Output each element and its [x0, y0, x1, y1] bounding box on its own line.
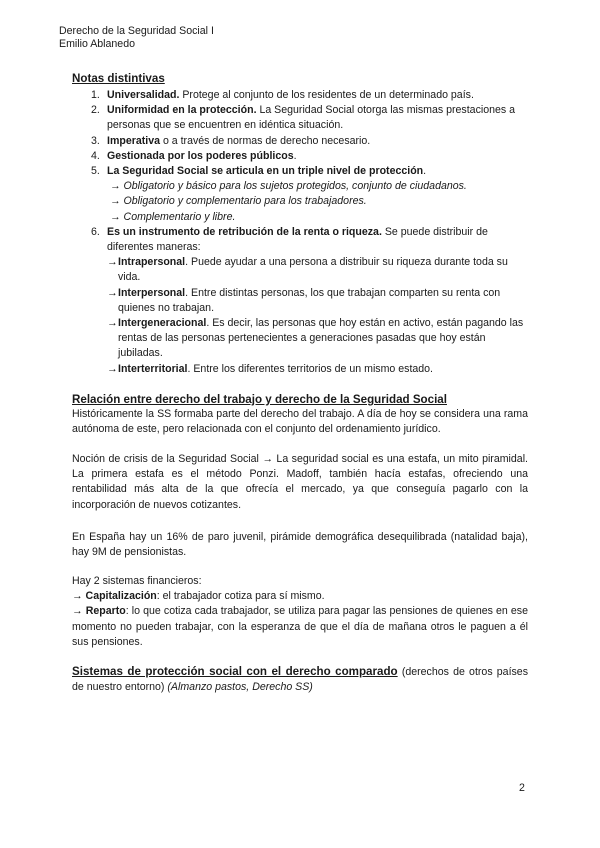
list-item: 5. La Seguridad Social se articula en un triple nivel de protección.: [91, 165, 427, 178]
list-item: 6. Es un instrumento de retribución de la renta o riqueza. Se puede distribuir de diferentes maneras:: [91, 225, 488, 254]
level-item: → Complementario y libre.: [110, 210, 236, 223]
distribution-item: → Intergeneracional. Es decir, las personas que hoy están en activo, están pagando las rentas de las personas pertenecientes a generaciones pasadas que hoy están jubiladas.: [107, 317, 524, 360]
distribution-item: → Interterritorial. Entre los diferentes territorios de un mismo estado.: [107, 362, 434, 375]
distribution-item: → Interpersonal. Entre distintas personas, los que trabajan comparten su renta con quienes no trabajan.: [107, 286, 501, 314]
paragraph: En España hay un 16% de paro juvenil, pirámide demográfica desequilibrada (natalidad baja), hay 9M de pensionistas.: [72, 531, 528, 559]
distribution-item: → Intrapersonal. Puede ayudar a una persona a distribuir su riqueza durante toda su vida.: [107, 256, 508, 284]
system-item: → Capitalización: el trabajador cotiza para sí mismo.: [72, 590, 325, 603]
section3-block: Sistemas de protección social con el derecho comparado (derechos de otros países de nuestro entorno) (Almanzo pastos, Derecho SS): [72, 665, 529, 694]
section-title-relacion: Relación entre derecho del trabajo y derecho de la Seguridad Social: [72, 393, 447, 406]
list-item: 3. Imperativa o a través de normas de derecho necesario.: [91, 134, 371, 147]
section-title-sistemas: Sistemas de protección social con el derecho comparado: [72, 665, 398, 678]
list-item: 1. Universalidad. Protege al conjunto de los residentes de un determinado país.: [91, 89, 474, 101]
system-item: → Reparto: lo que cotiza cada trabajador, se utiliza para pagar las pensiones de quienes en ese momento no pueden trabajar, con la esperanza de que el día de mañana otros le paguen a él sus pensiones.: [72, 605, 528, 648]
page-header: [59, 25, 214, 51]
reference: (Almanzo pastos, Derecho SS): [167, 681, 313, 694]
header-author: Emilio Ablanedo: [59, 38, 135, 50]
level-item: → Obligatorio y complementario para los trabajadores.: [110, 195, 367, 208]
systems-intro: Hay 2 sistemas financieros:: [72, 575, 202, 587]
financial-systems: [72, 574, 528, 650]
paragraph: Noción de crisis de la Seguridad Social → La seguridad social es una estafa, un mito piramidal. La primera estafa es el método Ponzi. Madoff, también hacía estafas, ofreciendo una rentabilidad más alta de la que ofrecía el mercado, ya que conseguía pagarlo con la incorporación de nuevos cotizantes.: [72, 453, 528, 511]
paragraph: Históricamente la SS formaba parte del derecho del trabajo. A día de hoy se considera una rama autónoma de este, pero relacionada con el conjunto del ordenamiento jurídico.: [72, 408, 528, 436]
level-item: → Obligatorio y básico para los sujetos protegidos, conjunto de ciudadanos.: [110, 180, 467, 193]
list-item: 4. Gestionada por los poderes públicos.: [91, 149, 297, 162]
distribution-list: [72, 255, 528, 377]
protection-levels: [72, 179, 528, 225]
page-number: 2: [519, 782, 525, 794]
header-course: Derecho de la Seguridad Social I: [59, 25, 214, 37]
section-title-notas: Notas distintivas: [72, 72, 165, 85]
list-item: 2. Uniformidad en la protección. La Seguridad Social otorga las mismas prestaciones a personas que se encuentren en idéntica situación.: [91, 104, 516, 132]
notas-list: [72, 88, 528, 377]
